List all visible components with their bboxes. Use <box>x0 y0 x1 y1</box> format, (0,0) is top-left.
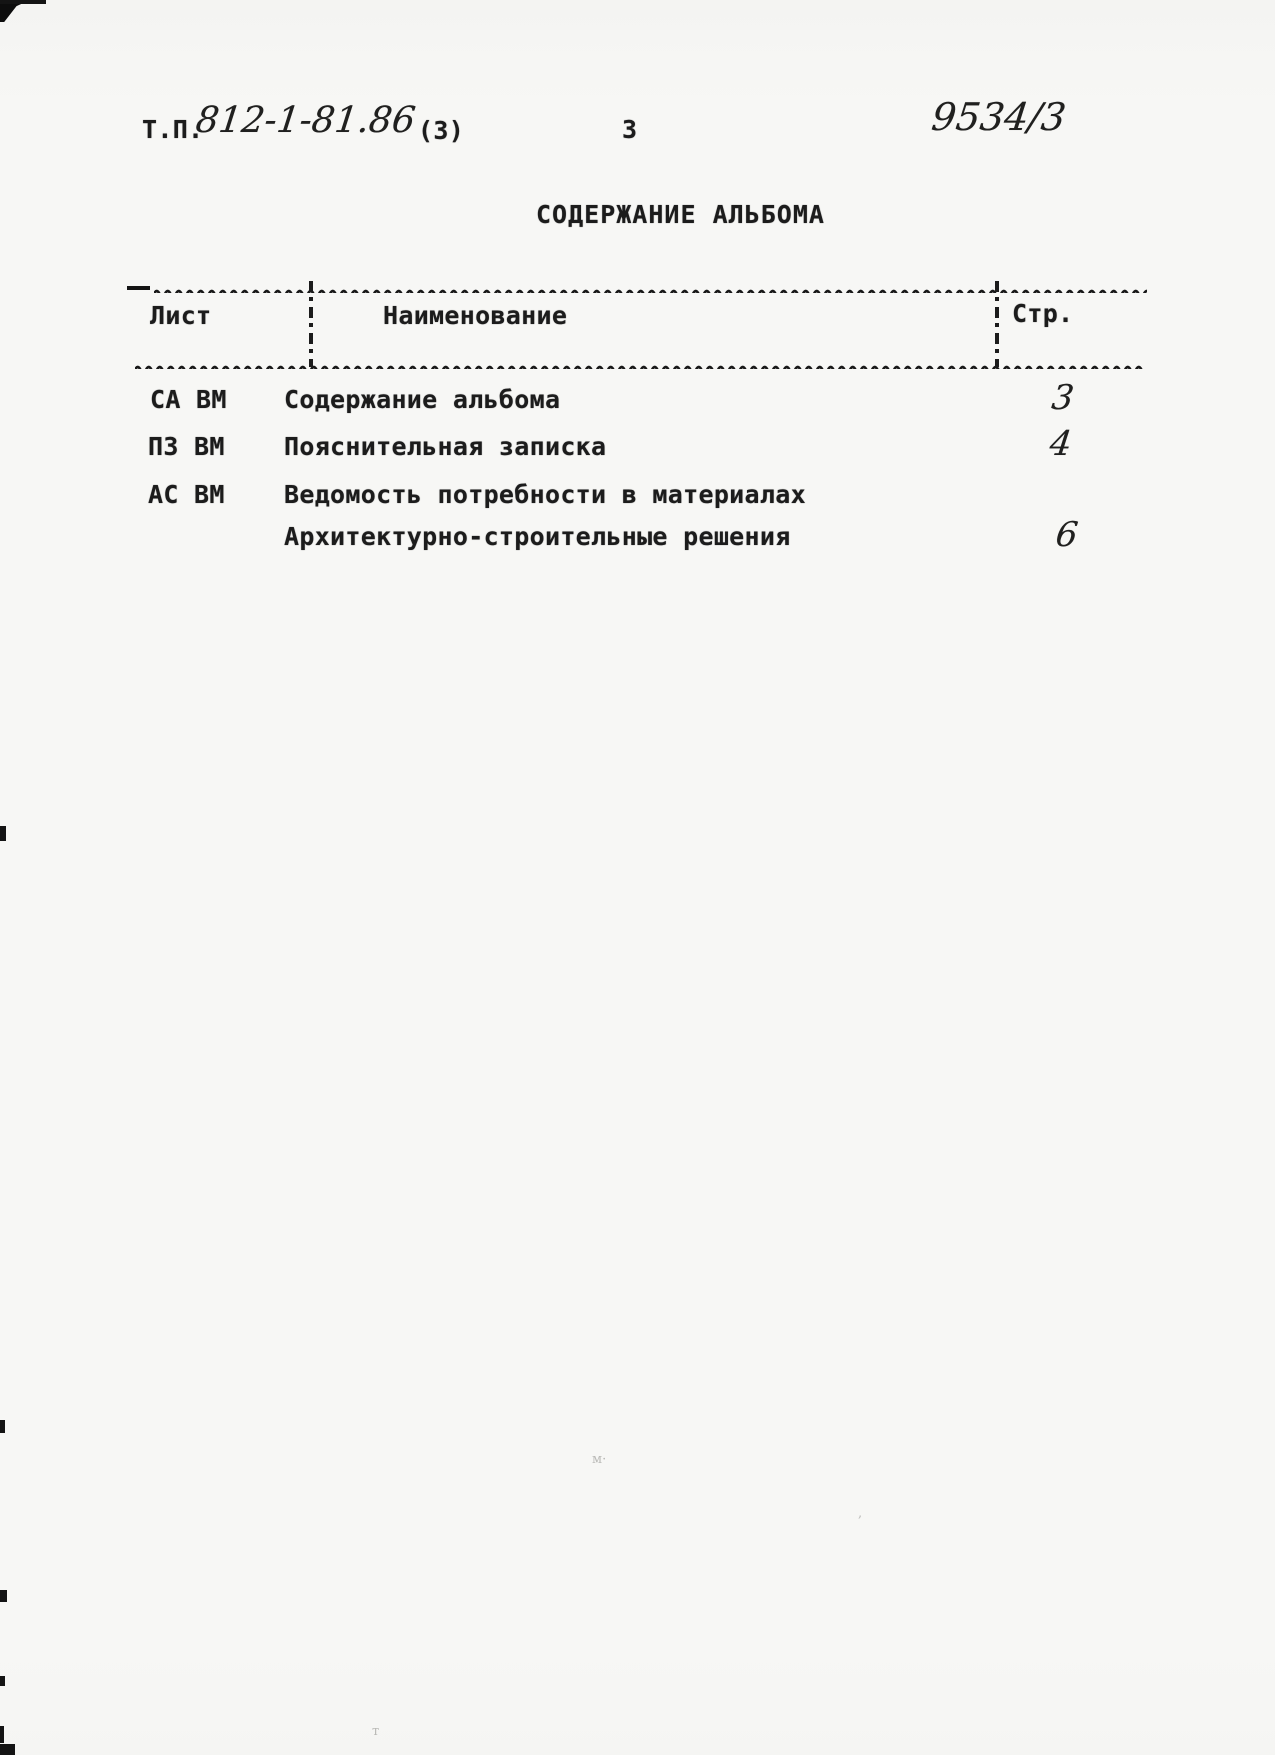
album-number: (3) <box>418 116 465 145</box>
column-header-page: Стр. <box>1012 299 1074 328</box>
doc-code-value: 812-1-81.86 <box>193 100 418 141</box>
table-row-name-line2: Архитектурно-строительные решения <box>284 522 791 551</box>
scan-artifact: т <box>372 1724 380 1739</box>
table-row-sheet: СА ВМ <box>150 385 227 414</box>
scan-artifact <box>0 1590 7 1602</box>
inventory-number: 9534/3 <box>929 95 1069 139</box>
table-row-name: Пояснительная записка <box>284 432 607 461</box>
scan-artifact <box>0 0 46 4</box>
table-row-name: Ведомость потребности в материалах <box>284 480 806 509</box>
table-row-page: 3 <box>1049 378 1077 418</box>
scan-artifact <box>0 1744 15 1755</box>
scan-artifact: м· <box>592 1452 607 1467</box>
scan-artifact <box>0 1420 5 1433</box>
scan-artifact: , <box>858 1506 863 1521</box>
scan-artifact <box>0 826 6 841</box>
table-row-page: 6 <box>1053 515 1081 555</box>
scan-artifact <box>0 1676 5 1686</box>
scan-artifact <box>0 1726 4 1743</box>
page-title: СОДЕРЖАНИЕ АЛЬБОМА <box>536 200 825 229</box>
table-row-name: Содержание альбома <box>284 385 561 414</box>
table-row-page: 4 <box>1047 424 1075 464</box>
column-header-sheet: Лист <box>150 301 212 330</box>
border-dash <box>127 286 150 290</box>
table-row-sheet: ПЗ ВМ <box>148 432 225 461</box>
column-separator-1 <box>309 281 313 367</box>
column-separator-2 <box>995 281 999 367</box>
page-number: 3 <box>622 115 638 144</box>
doc-code-label: Т.П. <box>142 115 204 144</box>
column-header-name: Наименование <box>383 301 568 330</box>
table-row-sheet: АС ВМ <box>148 480 225 509</box>
